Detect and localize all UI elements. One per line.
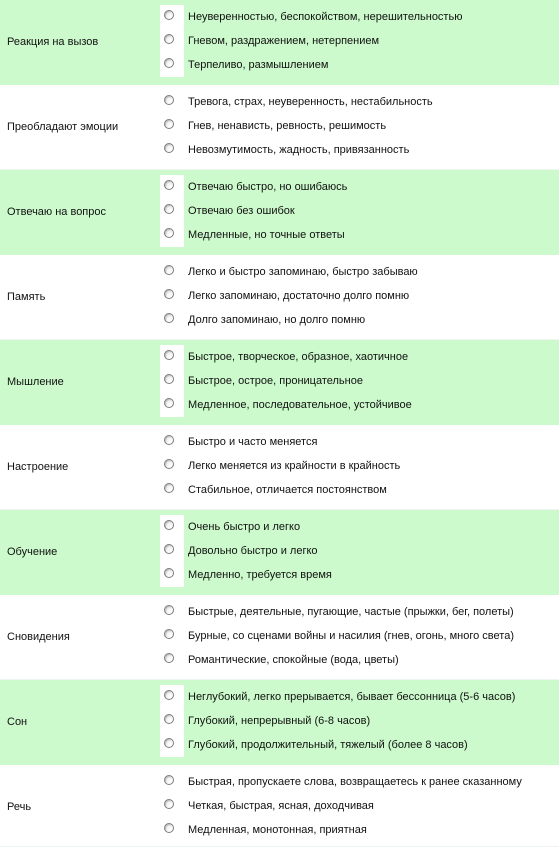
radio-button[interactable] — [164, 10, 174, 20]
answer-option[interactable] — [160, 563, 555, 587]
answer-option[interactable] — [160, 369, 555, 393]
question-label: Речь — [7, 801, 32, 813]
question-label: Обучение — [7, 546, 58, 558]
answer-option[interactable] — [160, 393, 555, 417]
answer-text: Медленные, но точные ответы — [188, 229, 345, 241]
question-label: Реакция на вызов — [7, 36, 99, 48]
radio-button[interactable] — [164, 143, 174, 153]
radio-button[interactable] — [164, 483, 174, 493]
answer-option[interactable] — [160, 818, 555, 842]
question-label: Память — [7, 291, 46, 303]
answer-text: Медленная, монотонная, приятная — [188, 824, 367, 836]
question-row — [0, 0, 559, 85]
answer-option[interactable] — [160, 114, 555, 138]
question-label: Сновидения — [7, 631, 70, 643]
answer-text: Быстрое, острое, проницательное — [188, 375, 363, 387]
radio-button[interactable] — [164, 204, 174, 214]
answer-text: Четкая, быстрая, ясная, доходчивая — [188, 800, 374, 812]
question-row — [0, 680, 559, 765]
answer-text: Довольно быстро и легко — [188, 545, 318, 557]
answer-text: Легко и быстро запоминаю, быстро забываю — [188, 266, 418, 278]
answer-option[interactable] — [160, 624, 555, 648]
answer-text: Гнев, ненависть, ревность, решимость — [188, 120, 387, 132]
question-row — [0, 170, 559, 255]
radio-button[interactable] — [164, 629, 174, 639]
answer-option[interactable] — [160, 260, 555, 284]
answer-text: Бурные, со сценами войны и насилия (гнев, огонь, много света) — [188, 630, 514, 642]
question-label: Мышление — [7, 376, 64, 388]
answer-text: Легко меняется из крайности в крайность — [188, 460, 401, 472]
answer-option[interactable] — [160, 539, 555, 563]
answer-option[interactable] — [160, 478, 555, 502]
radio-button[interactable] — [164, 775, 174, 785]
question-row — [0, 595, 559, 680]
answer-option[interactable] — [160, 199, 555, 223]
answer-option[interactable] — [160, 685, 555, 709]
answer-text: Отвечаю без ошибок — [188, 205, 295, 217]
question-row — [0, 340, 559, 425]
answer-text: Стабильное, отличается постоянством — [188, 484, 387, 496]
answer-option[interactable] — [160, 515, 555, 539]
radio-button[interactable] — [164, 265, 174, 275]
radio-button[interactable] — [164, 374, 174, 384]
answer-option[interactable] — [160, 223, 555, 247]
radio-button[interactable] — [164, 119, 174, 129]
answer-text: Тревога, страх, неуверенность, нестабильность — [188, 96, 433, 108]
radio-button[interactable] — [164, 520, 174, 530]
radio-button[interactable] — [164, 180, 174, 190]
answer-option[interactable] — [160, 345, 555, 369]
radio-button[interactable] — [164, 714, 174, 724]
radio-button[interactable] — [164, 605, 174, 615]
question-label: Преобладают эмоции — [7, 121, 119, 133]
answer-option[interactable] — [160, 53, 555, 77]
radio-button[interactable] — [164, 653, 174, 663]
question-row — [0, 765, 559, 847]
answer-text: Быстрые, деятельные, пугающие, частые (прыжки, бег, полеты) — [188, 606, 514, 618]
question-label: Сон — [7, 716, 28, 728]
radio-button[interactable] — [164, 690, 174, 700]
answer-option[interactable] — [160, 733, 555, 757]
answer-option[interactable] — [160, 138, 555, 162]
answer-option[interactable] — [160, 430, 555, 454]
answer-text: Долго запоминаю, но долго помню — [188, 314, 366, 326]
radio-button[interactable] — [164, 34, 174, 44]
radio-button[interactable] — [164, 398, 174, 408]
answer-option[interactable] — [160, 308, 555, 332]
answer-text: Глубокий, продолжительный, тяжелый (более 8 часов) — [188, 739, 468, 751]
answer-option[interactable] — [160, 284, 555, 308]
answer-option[interactable] — [160, 29, 555, 53]
radio-button[interactable] — [164, 544, 174, 554]
radio-button[interactable] — [164, 95, 174, 105]
radio-button[interactable] — [164, 799, 174, 809]
answer-text: Быстрое, творческое, образное, хаотичное — [188, 351, 409, 363]
radio-button[interactable] — [164, 313, 174, 323]
question-row — [0, 85, 559, 170]
radio-button[interactable] — [164, 350, 174, 360]
answer-text: Терпеливо, размышлением — [188, 59, 329, 71]
radio-button[interactable] — [164, 228, 174, 238]
radio-button[interactable] — [164, 289, 174, 299]
radio-button[interactable] — [164, 568, 174, 578]
answer-text: Медленное, последовательное, устойчивое — [188, 399, 412, 411]
answer-option[interactable] — [160, 770, 555, 794]
radio-button[interactable] — [164, 58, 174, 68]
answer-option[interactable] — [160, 794, 555, 818]
answer-text: Невозмутимость, жадность, привязанность — [188, 144, 410, 156]
question-label: Настроение — [7, 461, 69, 473]
answer-text: Легко запоминаю, достаточно долго помню — [188, 290, 410, 302]
answer-option[interactable] — [160, 709, 555, 733]
answer-text: Глубокий, непрерывный (6-8 часов) — [188, 715, 371, 727]
question-row — [0, 255, 559, 340]
answer-option[interactable] — [160, 175, 555, 199]
radio-button[interactable] — [164, 738, 174, 748]
radio-button[interactable] — [164, 435, 174, 445]
answer-text: Отвечаю быстро, но ошибаюсь — [188, 181, 348, 193]
answer-text: Романтические, спокойные (вода, цветы) — [188, 654, 399, 666]
answer-option[interactable] — [160, 5, 555, 29]
answer-option[interactable] — [160, 648, 555, 672]
answer-text: Быстрая, пропускаете слова, возвращаетесь к ранее сказанному — [188, 776, 522, 788]
answer-option[interactable] — [160, 90, 555, 114]
answer-text: Неглубокий, легко прерывается, бывает бессонница (5-6 часов) — [188, 691, 516, 703]
answer-option[interactable] — [160, 454, 555, 478]
radio-button[interactable] — [164, 823, 174, 833]
question-row — [0, 425, 559, 510]
answer-text: Медленно, требуется время — [188, 569, 332, 581]
answer-text: Гневом, раздражением, нетерпением — [188, 35, 380, 47]
question-row — [0, 510, 559, 595]
answer-text: Неуверенностью, беспокойством, нерешительностью — [188, 11, 463, 23]
answer-option[interactable] — [160, 600, 555, 624]
answer-text: Очень быстро и легко — [188, 521, 301, 533]
radio-button[interactable] — [164, 459, 174, 469]
question-label: Отвечаю на вопрос — [7, 206, 106, 218]
answer-text: Быстро и часто меняется — [188, 436, 318, 448]
